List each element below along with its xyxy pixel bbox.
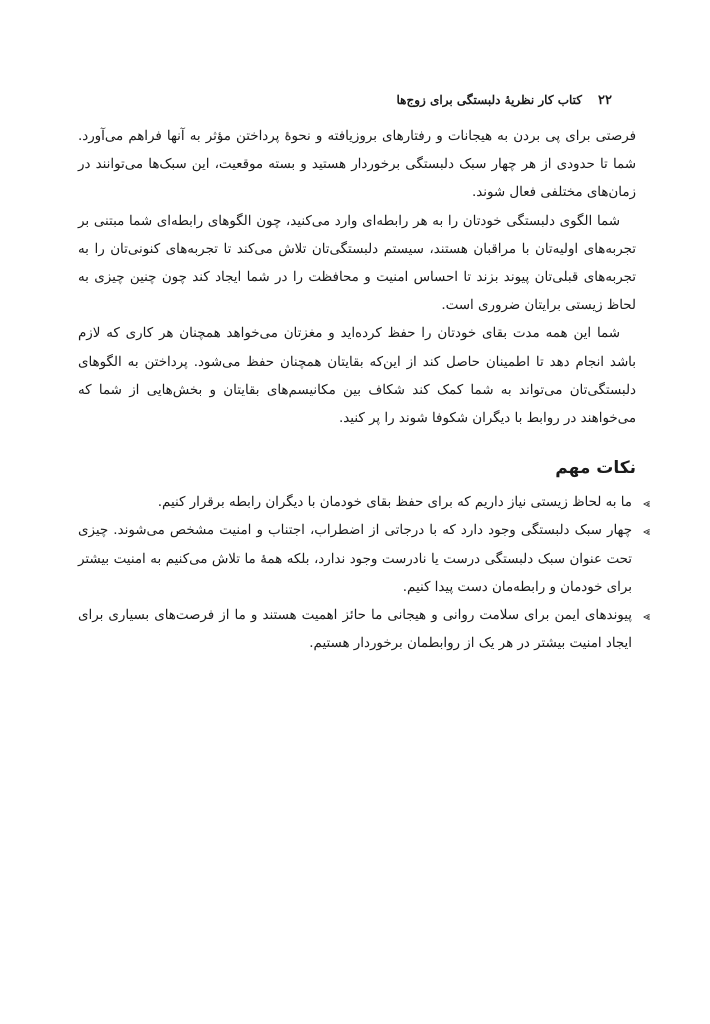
key-point-text: پیوندهای ایمن برای سلامت روانی و هیجانی ما حائز اهمیت هستند و ما از فرصت‌های بسیاری برای ایجاد امنیت بیشتر در هر یک از روابطمان برخوردار هستیم. — [78, 608, 632, 652]
arrowhead-bullet-icon: ⪢ — [643, 524, 650, 539]
key-points-heading: نکات مهم — [555, 458, 636, 479]
book-title: کتاب کار نظریهٔ دلبستگی برای زوج‌ها — [396, 93, 583, 107]
body-paragraph-3: شما این همه مدت بقای خودتان را حفظ کرده‌اید و مغزتان می‌خواهد همچنان هر کاری که لازم باشد انجام دهد تا اطمینان حاصل کند از این‌که بقایتان همچنان حفظ می‌شود. پرداختن به الگوهای دلبستگی‌تان می‌تواند به شما کمک کند شکاف بین مکانیسم‌های بقایتان و بخش‌هایی از شما که می‌خواهند در روابط با دیگران شکوفا شوند را پر کنید. — [78, 326, 636, 427]
page-number: ۲۲ — [598, 93, 612, 108]
arrowhead-bullet-icon: ⪢ — [643, 496, 650, 511]
book-page — [78, 90, 650, 658]
key-point-text: چهار سبک دلبستگی وجود دارد که با درجاتی از اضطراب، اجتناب و امنیت مشخص می‌شوند. چیزی تحت عنوان سبک دلبستگی درست یا نادرست وجود ندارد، بلکه همهٔ ما تلاش می‌کنیم به امنیت بیشتر برای خودمان و رابطه‌مان دست پیدا کنیم. — [78, 523, 632, 595]
key-point-item — [78, 602, 650, 658]
body-paragraph-2: شما الگوی دلبستگی خودتان را به هر رابطه‌ای وارد می‌کنید، چون الگوهای رابطه‌ای شما مبتنی بر تجربه‌های اولیه‌تان با مراقبان هستند، سیستم دلبستگی‌تان تلاش می‌کند تا تجربه‌های کنونی‌تان را به تجربه‌های قبلی‌تان پیوند بزند تا احساس امنیت و محافظت را در شما ایجاد کند چون چنین چیزی به لحاظ زیستی برایتان ضروری است. — [78, 213, 636, 314]
body-paragraph-1: فرصتی برای پی بردن به هیجانات و رفتارهای بروزیافته و نحوهٔ پرداختن مؤثر به آنها فراهم می‌آورد. شما تا حدودی از هر چهار سبک دلبستگی برخوردار هستید و بسته موقعیت، این سبک‌ها می‌توانند در زمان‌های مختلفی فعال شوند. — [78, 129, 636, 201]
key-point-text: ما به لحاظ زیستی نیاز داریم که برای حفظ بقای خودمان با دیگران رابطه برقرار کنیم. — [157, 495, 632, 511]
key-points-list — [78, 489, 650, 658]
arrowhead-bullet-icon: ⪢ — [643, 609, 650, 624]
running-header — [78, 90, 636, 111]
key-point-item — [78, 489, 650, 517]
key-point-item — [78, 517, 650, 602]
